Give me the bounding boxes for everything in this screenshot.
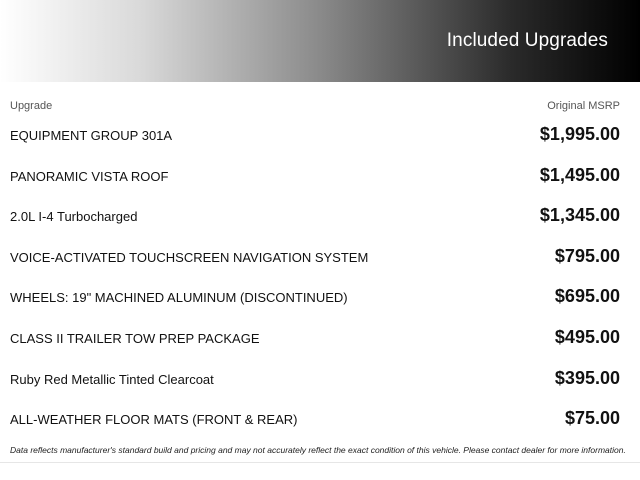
upgrade-price: $395.00 [554, 367, 620, 388]
upgrade-name: PANORAMIC VISTA ROOF [10, 168, 169, 184]
upgrade-row [0, 359, 640, 400]
upgrade-row [0, 318, 640, 359]
upgrade-price: $1,495.00 [539, 164, 620, 185]
upgrade-name: WHEELS: 19" MACHINED ALUMINUM (DISCONTINUED) [10, 290, 348, 306]
upgrade-price: $795.00 [554, 245, 620, 266]
upgrade-price: $695.00 [554, 286, 620, 307]
header-banner [0, 0, 640, 82]
upgrade-row [0, 237, 640, 278]
upgrade-row [0, 399, 640, 440]
column-header-msrp: Original MSRP [547, 100, 620, 112]
upgrade-name: CLASS II TRAILER TOW PREP PACKAGE [10, 330, 260, 346]
upgrade-price: $75.00 [564, 408, 620, 429]
page-title: Included Upgrades [446, 30, 608, 51]
upgrade-name: ALL-WEATHER FLOOR MATS (FRONT & REAR) [10, 412, 298, 428]
upgrade-row [0, 277, 640, 318]
upgrade-row [0, 196, 640, 237]
bottom-divider [0, 462, 640, 463]
upgrade-row [0, 115, 640, 156]
upgrade-name: EQUIPMENT GROUP 301A [10, 128, 173, 143]
upgrade-name: Ruby Red Metallic Tinted Clearcoat [10, 371, 214, 387]
upgrade-name: VOICE-ACTIVATED TOUCHSCREEN NAVIGATION SYSTEM [10, 249, 369, 265]
upgrade-price: $495.00 [554, 326, 620, 347]
upgrade-price: $1,345.00 [539, 205, 620, 226]
disclaimer-text: Data reflects manufacturer's standard build and pricing and may not accurately reflect the exact condition of this vehicle. Please contact dealer for more information. [10, 445, 626, 455]
upgrades-list [0, 115, 640, 440]
upgrade-price: $1,995.00 [539, 124, 620, 144]
upgrade-name: 2.0L I-4 Turbocharged [10, 209, 138, 225]
upgrade-row [0, 156, 640, 197]
column-header-upgrade: Upgrade [10, 100, 53, 112]
